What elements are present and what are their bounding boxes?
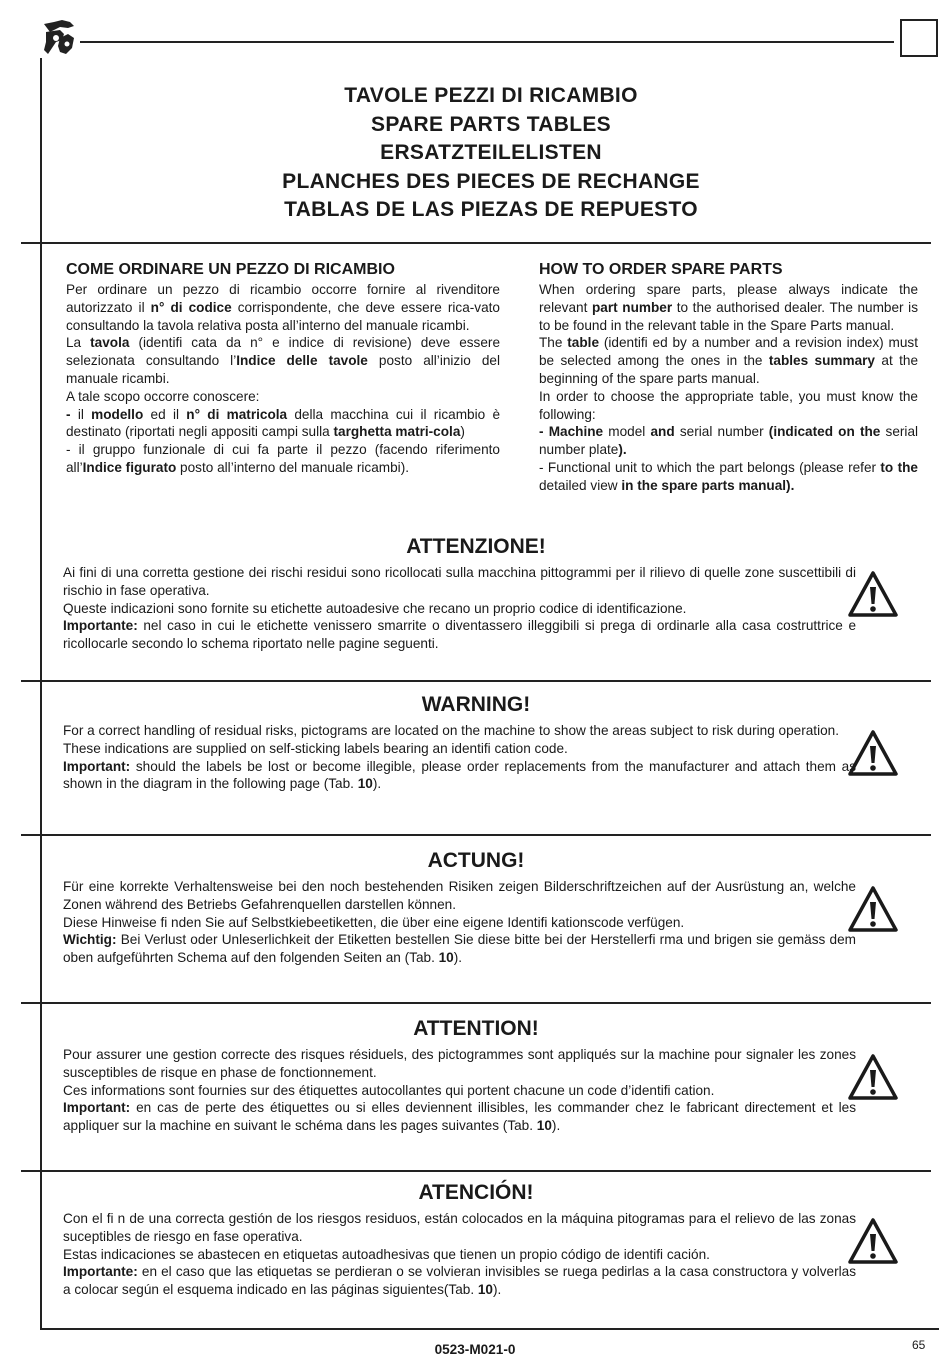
title-french: PLANCHES DES PIECES DE RECHANGE [282,169,700,193]
title-german: ERSATZTEILELISTEN [380,141,602,165]
page-number: 65 [912,1338,926,1352]
section-divider [21,834,931,836]
section-divider [21,1002,931,1004]
warning-title: ATENCIÓN! [418,1181,534,1204]
company-logo-icon [40,18,80,58]
warning-title: ACTUNG! [427,849,525,872]
warning-triangle-icon [847,570,899,618]
warning-body: For a correct handling of residual risks, pictograms are located on the machine to show the areas subject to risk during operation. These indications are supplied on self-sticking labels bearing an identifi cation code. Important: should the labels be lost or become illegible, please order replacements from the manufacturer and attach them as shown in the diagram in the following page (Tab. 10). [63,723,856,792]
warning-body: Con el fi n de una correcta gestión de los riesgos residuos, están colocados en la máquina pitogramas para el relievo de las zonas suceptibles de riesgo en fase operativa. Estas indicaciones se abastecen en etiquetas autoadhesivas que tienen un propio código de identifi cación. Importante: en el caso que las etiquetas se perdieran o se volvieran invisibles se ruega pedirlas a la casa constructora y volverlas a colocar según el esquema indicado en las páginas siguientes(Tab. 10). [63,1211,856,1298]
header-rule [80,41,894,43]
corner-box [900,19,938,57]
warning-triangle-icon [847,1217,899,1265]
section-divider [21,680,931,682]
paragraph: La tavola (identifi cata da n° e indice di revisione) deve essere selezionata consultando l’Indice delle tavole posto all’inizio del manuale ricambi. [66,335,501,386]
warning-title: WARNING! [421,693,531,716]
frame-bottom-border [40,1328,939,1330]
warning-triangle-icon [847,729,899,777]
order-heading-italian: COME ORDINARE UN PEZZO DI RICAMBIO [66,261,395,278]
warning-title: ATTENZIONE! [406,535,546,558]
paragraph: - il gruppo funzionale di cui fa parte il pezzo (facendo riferimento all’Indice figurato posto all’interno del manuale ricambi). [66,442,500,475]
warning-body: Für eine korrekte Verhaltensweise bei den noch bestehenden Risiken zeigen Bilderschriftzeichen auf der Ausrüstung an, welche Zonen während des Betriebs Gefahrenquellen darstellen können. Diese Hinweise fi nden Sie auf Selbstkiebeetiketten, die über eine eigene Identifi kationscode verfügen. Wichtig: Bei Verlust oder Unleserlichkeit der Etiketten bestellen Sie diese bitte bei der Herstellerfi rma und brigen sie gemäss dem oben aufgeführten Schema auf den folgenden Seiten an (Tab. 10). [63,879,856,966]
paragraph: Per ordinare un pezzo di ricambio occorre fornire al rivenditore autorizzato il n° di codice corrispondente, che deve essere rica-vato consultando la tavola relativa posta all’interno del manuale ricambi. [66,282,500,333]
section-divider [21,1170,931,1172]
paragraph: A tale scopo occorre conoscere: [66,388,260,404]
warning-spanish [21,1180,931,1299]
title-english: SPARE PARTS TABLES [371,112,611,136]
order-heading-english: HOW TO ORDER SPARE PARTS [539,261,783,278]
warning-german [21,848,931,967]
order-instructions-english [539,259,918,495]
paragraph: The table (identifi ed by a number and a revision index) must be selected among the ones in the tables summary at the beginning of the spare parts manual. [539,335,919,386]
paragraph: When ordering spare parts, please always indicate the relevant part number to the authorised dealer. The number is to be found in the relevant table in the Spare Parts manual. [539,282,919,333]
page-title [42,82,940,225]
warning-title: ATTENTION! [413,1017,539,1040]
paragraph: - il modello ed il n° di matricola della macchina cui il ricambio è destinato (riportati negli appositi campi sulla targhetta matri-cola) [66,406,500,440]
title-spanish: TABLAS DE LAS PIEZAS DE REPUESTO [284,198,698,222]
section-divider [21,242,931,244]
warning-body: Pour assurer une gestion correcte des risques résiduels, des pictogrammes sont appliqués sur la machine pour signaler les zones susceptibles de risque en phase de fonctionnement. Ces informations sont fournies sur des étiquettes autocollantes qui portent chacune un code d’identifi cation. Important: en cas de perte des étiquettes ou si elles deviennent illisibles, les commander chez le fabricant directement et les appliquer sur la machine en suivant le schéma dans les pages suivantes (Tab. 10). [63,1047,856,1134]
warning-english [21,692,931,793]
paragraph: - Functional unit to which the part belongs (please refer to the detailed view in the spare parts manual). [539,459,918,493]
warning-italian [21,534,931,653]
paragraph: - Machine model and serial number (indicated on the serial number plate). [539,424,919,458]
warning-triangle-icon [847,1053,899,1101]
document-code: 0523-M021-0 [434,1342,516,1357]
paragraph: In order to choose the appropriate table, you must know the following: [539,388,918,422]
warning-triangle-icon [847,885,899,933]
warning-french [21,1016,931,1135]
order-instructions-italian [66,259,500,477]
title-italian: TAVOLE PEZZI DI RICAMBIO [344,84,638,107]
warning-body: Ai fini di una corretta gestione dei rischi residui sono ricollocati sulla macchina pittogrammi per il rilievo di quelle zone suscettibili di rischio in fase operativa. Queste indicazioni sono fornite su etichette autoadesive che recano un proprio codice di identificazione. Importante: nel caso in cui le etichette venissero smarrite o diventassero illeggibili si prega di ordinarle alla casa costruttrice e ricollocarle secondo lo schema riportato nelle pagine seguenti. [63,565,856,652]
